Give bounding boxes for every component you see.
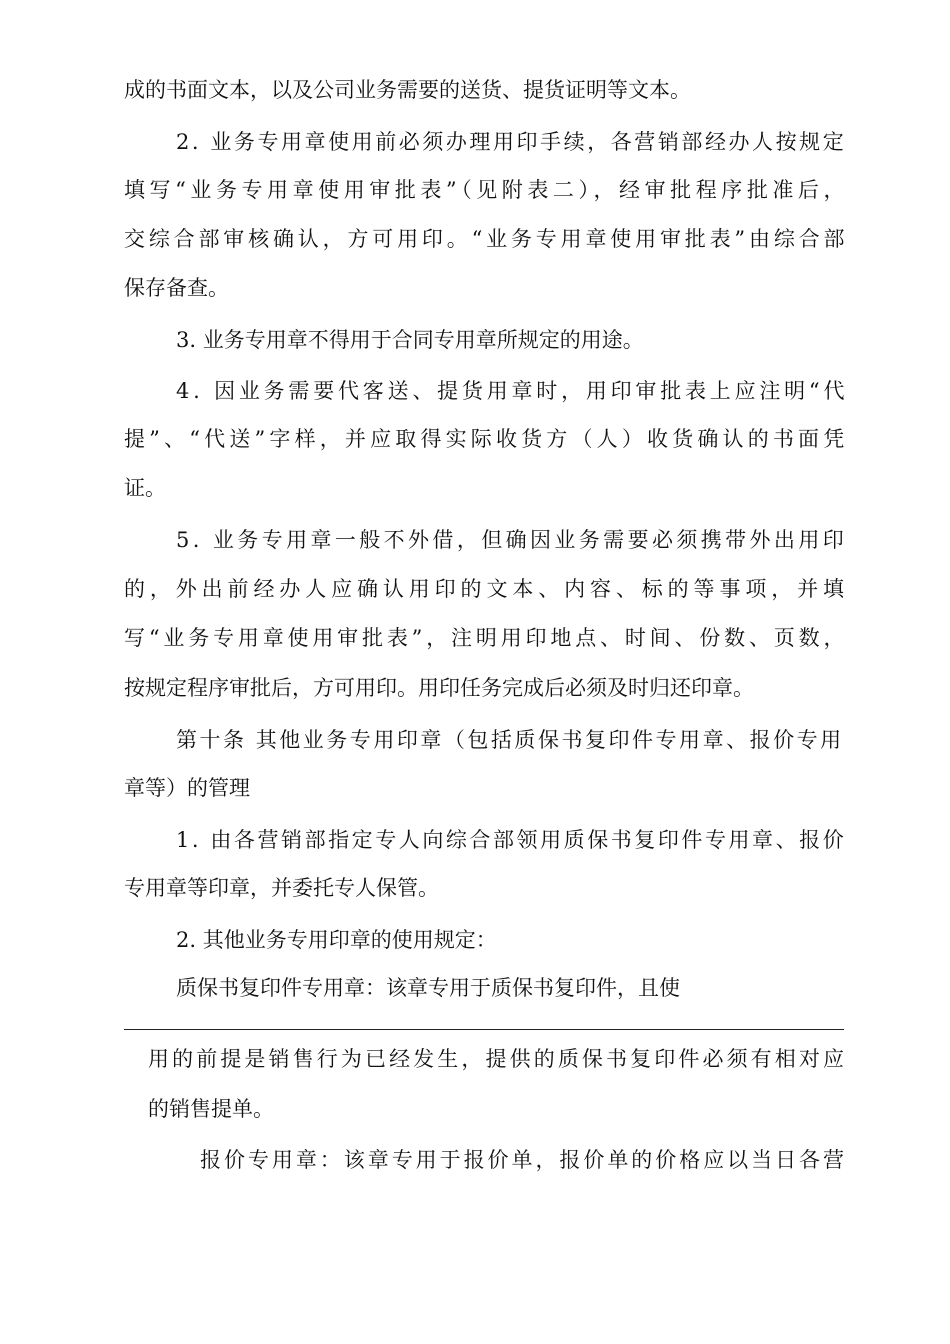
body-line-12: 写“业务专用章使用审批表”，注明用印地点、时间、份数、页数， — [124, 626, 849, 650]
body-line-7: 4. 因业务需要代客送、提货用章时，用印审批表上应注明“代 — [176, 379, 849, 403]
body-line-2: 2. 业务专用章使用前必须办理用印手续，各营销部经办人按规定 — [176, 130, 847, 154]
body-line-5: 保存备查。 — [124, 276, 229, 300]
body-line-10: 5. 业务专用章一般不外借，但确因业务需要必须携带外出用印 — [176, 528, 848, 552]
body-line-8: 提”、“代送”字样，并应取得实际收货方（人）收货确认的书面凭 — [124, 427, 849, 451]
body-line-6: 3. 业务专用章不得用于合同专用章所规定的用途。 — [176, 328, 644, 352]
body-line-20: 用的前提是销售行为已经发生，提供的质保书复印件必须有相对应 — [148, 1047, 848, 1071]
body-line-3: 填写“业务专用章使用审批表”（见附表二），经审批程序批准后， — [124, 178, 850, 202]
body-line-15: 章等）的管理 — [124, 776, 250, 800]
horizontal-divider — [124, 1029, 844, 1030]
body-line-11: 的，外出前经办人应确认用印的文本、内容、标的等事项，并填 — [124, 577, 849, 601]
body-line-9: 证。 — [124, 476, 166, 500]
body-line-19: 质保书复印件专用章：该章专用于质保书复印件，且使 — [176, 976, 680, 1000]
body-line-4: 交综合部审核确认，方可用印。“业务专用章使用审批表”由综合部 — [124, 227, 849, 251]
body-line-22: 报价专用章：该章专用于报价单，报价单的价格应以当日各营 — [200, 1148, 847, 1172]
body-line-18: 2. 其他业务专用印章的使用规定： — [176, 928, 497, 952]
body-line-21: 的销售提单。 — [148, 1097, 274, 1121]
body-line-16: 1. 由各营销部指定专人向综合部领用质保书复印件专用章、报价 — [176, 828, 847, 852]
body-line-17: 专用章等印章，并委托专人保管。 — [124, 876, 439, 900]
body-line-1: 成的书面文本，以及公司业务需要的送货、提货证明等文本。 — [124, 78, 691, 102]
body-line-13: 按规定程序审批后，方可用印。用印任务完成后必须及时归还印章。 — [124, 676, 754, 700]
article-ten-heading: 第十条 其他业务专用印章（包括质保书复印件专用章、报价专用 — [176, 728, 844, 752]
